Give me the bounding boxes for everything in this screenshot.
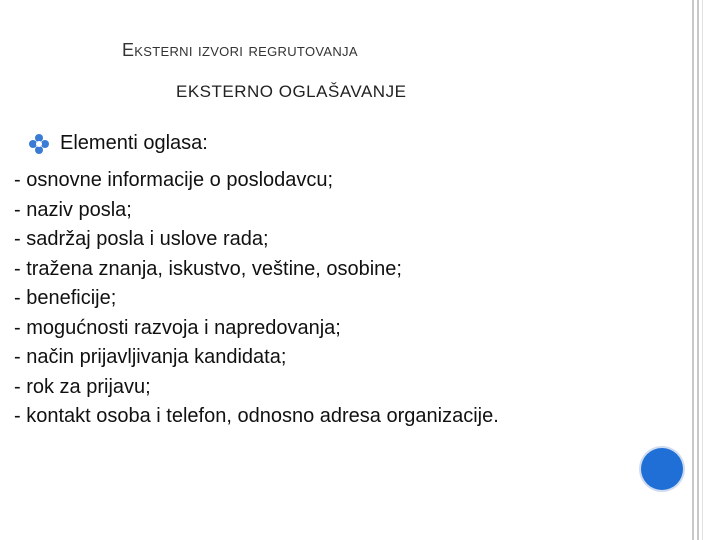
list-item: - osnovne informacije o poslodavcu; <box>14 169 334 191</box>
right-border-rule <box>692 0 694 540</box>
list-item: - kontakt osoba i telefon, odnosno adresa organizacije. <box>14 405 499 427</box>
right-border-rule-thin <box>702 0 703 540</box>
list-item: - mogućnosti razvoja i napredovanja; <box>14 316 341 339</box>
right-border-rule-inner <box>697 0 699 540</box>
slide-title: Eksterni izvori regrutovanja <box>122 40 358 60</box>
list-item: - tražena znanja, iskustvo, veštine, osobine; <box>14 257 402 280</box>
flower-bullet-icon <box>28 133 50 155</box>
list-item: - naziv posla; <box>14 198 132 221</box>
list-item: - način prijavljivanja kandidata; <box>14 346 287 368</box>
list-heading-text: Elementi oglasa: <box>60 132 208 154</box>
list-item: - beneficije; <box>14 287 117 309</box>
list-item: - rok za prijavu; <box>14 375 151 398</box>
list-item: - sadržaj posla i uslove rada; <box>14 228 269 250</box>
slide-subtitle: EKSTERNO OGLAŠAVANJE <box>176 82 407 101</box>
ad-elements-list <box>14 166 499 432</box>
decorative-circle <box>641 448 683 490</box>
list-heading <box>28 132 208 155</box>
